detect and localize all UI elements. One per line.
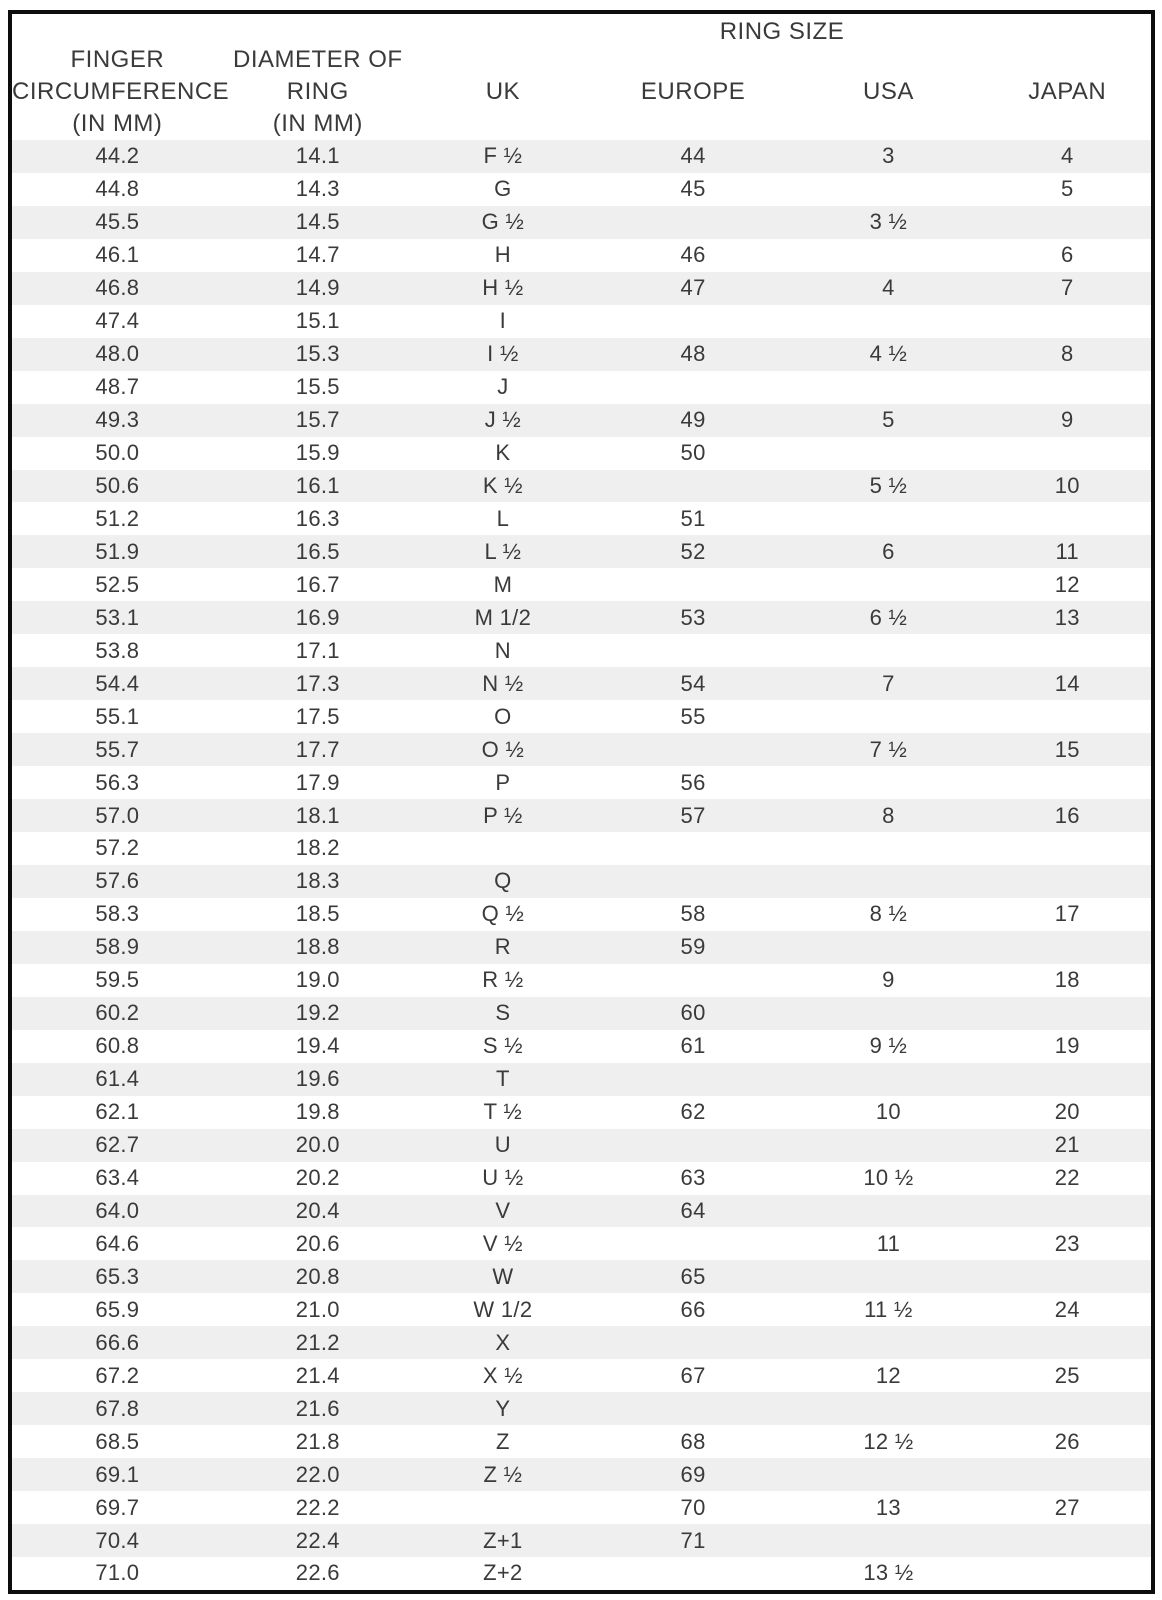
cell-uk: O (494, 703, 512, 729)
cell-usa: 11 (876, 1230, 901, 1256)
cell-usa: 10 ½ (863, 1165, 914, 1191)
cell-circumference: 50.0 (95, 440, 140, 466)
cell-usa: 5 (882, 407, 895, 433)
table-row (12, 173, 1151, 206)
cell-japan: 8 (1060, 341, 1074, 367)
cell-diameter: 19.2 (295, 1000, 340, 1026)
table-row (12, 140, 1151, 173)
table-row (12, 1227, 1151, 1260)
table-row (12, 1293, 1151, 1326)
cell-europe: 53 (680, 604, 706, 630)
cell-circumference: 71.0 (95, 1560, 140, 1586)
cell-circumference: 58.3 (95, 901, 140, 927)
cell-diameter: 17.1 (295, 637, 340, 663)
cell-europe: 63 (680, 1165, 706, 1191)
cell-japan: 20 (1054, 1099, 1080, 1125)
cell-circumference: 68.5 (95, 1428, 140, 1454)
cell-uk: G ½ (481, 209, 525, 235)
cell-diameter: 19.8 (295, 1099, 340, 1125)
cell-diameter: 19.4 (295, 1033, 340, 1059)
cell-usa: 12 (875, 1362, 901, 1388)
table-row (12, 437, 1151, 470)
cell-diameter: 17.3 (295, 670, 340, 696)
cell-uk: K (495, 440, 511, 466)
cell-europe: 45 (680, 176, 706, 202)
cell-diameter: 17.9 (295, 769, 340, 795)
table-row (12, 305, 1151, 338)
cell-europe: 46 (680, 242, 706, 268)
cell-uk: T (496, 1066, 510, 1092)
cell-circumference: 65.9 (95, 1296, 140, 1322)
cell-uk: N ½ (482, 670, 524, 696)
cell-europe: 68 (680, 1428, 706, 1454)
cell-circumference: 60.8 (95, 1033, 140, 1059)
table-row (12, 1392, 1151, 1425)
cell-usa: 10 (875, 1099, 901, 1125)
cell-uk: X ½ (482, 1362, 523, 1388)
table-row (12, 898, 1151, 931)
column-header-line: DIAMETER OF (233, 46, 403, 73)
column-header-usa (793, 44, 983, 140)
cell-uk: Q ½ (481, 901, 525, 927)
cell-japan: 25 (1054, 1362, 1080, 1388)
cell-europe: 49 (680, 407, 706, 433)
cell-uk: Z+2 (483, 1560, 523, 1586)
cell-diameter: 20.4 (295, 1197, 340, 1223)
cell-japan: 18 (1054, 967, 1080, 993)
cell-europe: 59 (680, 934, 706, 960)
table-row (12, 1524, 1151, 1557)
cell-circumference: 65.3 (95, 1263, 140, 1289)
cell-circumference: 46.1 (95, 242, 140, 268)
table-row (12, 832, 1151, 865)
cell-usa: 5 ½ (869, 473, 908, 498)
column-header-line: JAPAN (1028, 78, 1107, 105)
cell-uk: Z (496, 1428, 510, 1454)
cell-usa: 6 ½ (869, 604, 908, 630)
cell-uk: P ½ (483, 802, 523, 828)
column-header-diameter (223, 44, 413, 140)
cell-circumference: 56.3 (95, 769, 140, 795)
table-row (12, 272, 1151, 305)
cell-uk: S (495, 1000, 511, 1026)
cell-europe: 67 (680, 1362, 706, 1388)
table-row (12, 371, 1151, 404)
column-header-circumference (12, 44, 230, 140)
cell-circumference: 46.8 (95, 275, 140, 301)
cell-europe: 66 (680, 1296, 706, 1322)
cell-uk: O ½ (481, 736, 525, 762)
table-row (12, 338, 1151, 371)
cell-diameter: 15.5 (295, 374, 340, 400)
cell-usa: 11 ½ (864, 1296, 913, 1322)
ring-size-conversion-table (8, 10, 1155, 1594)
cell-circumference: 47.4 (95, 308, 140, 334)
cell-japan: 15 (1054, 736, 1080, 762)
table-row (12, 1030, 1151, 1063)
cell-europe: 60 (680, 1000, 706, 1026)
cell-circumference: 57.2 (95, 835, 140, 861)
cell-circumference: 62.1 (95, 1099, 140, 1125)
column-header-line: (IN MM) (72, 110, 163, 137)
cell-europe: 52 (680, 538, 706, 564)
cell-uk: F ½ (483, 143, 523, 169)
cell-diameter: 22.2 (295, 1494, 340, 1520)
cell-europe: 55 (680, 703, 706, 729)
cell-japan: 10 (1054, 473, 1080, 498)
cell-circumference: 66.6 (95, 1329, 140, 1355)
cell-europe: 57 (680, 802, 706, 828)
cell-uk: Q (494, 868, 512, 894)
table-header (12, 14, 1151, 140)
cell-diameter: 22.4 (295, 1527, 340, 1553)
table-row (12, 1096, 1151, 1129)
cell-diameter: 21.2 (295, 1329, 340, 1355)
cell-diameter: 18.8 (295, 934, 340, 960)
cell-japan: 9 (1060, 407, 1074, 433)
table-row (12, 1359, 1151, 1392)
cell-japan: 27 (1054, 1494, 1080, 1520)
table-row (12, 1326, 1151, 1359)
cell-europe: 71 (680, 1527, 706, 1553)
cell-circumference: 49.3 (95, 407, 140, 433)
column-header-line: EUROPE (640, 78, 746, 105)
cell-circumference: 67.2 (95, 1362, 140, 1388)
cell-circumference: 69.1 (95, 1461, 140, 1487)
cell-diameter: 14.5 (295, 209, 340, 235)
cell-diameter: 21.0 (295, 1296, 340, 1322)
cell-diameter: 16.3 (295, 505, 340, 531)
cell-japan: 6 (1060, 242, 1074, 268)
cell-diameter: 15.3 (295, 341, 340, 367)
table-row (12, 470, 1151, 503)
table-row (12, 865, 1151, 898)
cell-usa: 8 ½ (869, 901, 908, 927)
cell-usa: 9 ½ (869, 1033, 908, 1059)
cell-japan: 24 (1054, 1296, 1080, 1322)
table-row (12, 1491, 1151, 1524)
cell-uk: M 1/2 (474, 604, 532, 630)
column-header-line: FINGER (70, 46, 165, 73)
ring-size-title: RING SIZE (719, 18, 845, 45)
cell-europe: 56 (680, 769, 706, 795)
table-row (12, 1162, 1151, 1195)
cell-diameter: 14.3 (295, 176, 340, 202)
cell-diameter: 18.1 (295, 802, 340, 828)
cell-circumference: 67.8 (95, 1395, 140, 1421)
cell-uk: Y (495, 1395, 511, 1421)
cell-uk: K ½ (482, 473, 523, 498)
cell-uk: W (492, 1263, 514, 1289)
cell-uk: J (497, 374, 509, 400)
column-header-europe (593, 44, 793, 140)
cell-diameter: 15.1 (295, 308, 340, 334)
cell-uk: N (494, 637, 511, 663)
column-headers (12, 44, 1151, 140)
cell-circumference: 63.4 (95, 1165, 140, 1191)
table-row (12, 931, 1151, 964)
cell-circumference: 62.7 (95, 1132, 140, 1158)
cell-uk: R ½ (482, 967, 524, 993)
cell-usa: 13 (875, 1494, 901, 1520)
cell-japan: 17 (1054, 901, 1080, 927)
cell-circumference: 64.0 (95, 1197, 140, 1223)
column-header-line: USA (862, 78, 914, 105)
cell-usa: 12 ½ (863, 1428, 914, 1454)
table-row (12, 1063, 1151, 1096)
cell-diameter: 14.1 (295, 143, 340, 169)
cell-diameter: 21.4 (295, 1362, 340, 1388)
table-row (12, 239, 1151, 272)
cell-circumference: 58.9 (95, 934, 140, 960)
table-row (12, 404, 1151, 437)
cell-uk: V (495, 1197, 511, 1223)
cell-europe: 64 (680, 1197, 706, 1223)
cell-uk: L ½ (484, 538, 522, 564)
cell-circumference: 55.7 (95, 736, 140, 762)
cell-diameter: 20.6 (295, 1230, 340, 1256)
table-row (12, 1260, 1151, 1293)
cell-europe: 70 (680, 1494, 706, 1520)
table-row (12, 964, 1151, 997)
cell-uk: T ½ (483, 1099, 523, 1125)
table-row (12, 997, 1151, 1030)
cell-uk: S ½ (482, 1033, 523, 1059)
cell-japan: 12 (1054, 571, 1080, 597)
cell-diameter: 21.8 (295, 1428, 340, 1454)
table-row (12, 700, 1151, 733)
cell-diameter: 16.5 (295, 538, 340, 564)
table-row (12, 766, 1151, 799)
cell-circumference: 55.1 (95, 703, 140, 729)
table-row (12, 634, 1151, 667)
column-header-uk (413, 44, 593, 140)
cell-diameter: 18.3 (295, 868, 340, 894)
cell-diameter: 19.0 (295, 967, 340, 993)
table-row (12, 1425, 1151, 1458)
cell-circumference: 48.0 (95, 341, 140, 367)
cell-uk: Z+1 (483, 1527, 523, 1553)
cell-uk: U (494, 1132, 511, 1158)
cell-diameter: 22.6 (295, 1560, 340, 1586)
cell-diameter: 14.9 (295, 275, 340, 301)
cell-circumference: 44.8 (95, 176, 140, 202)
cell-circumference: 57.6 (95, 868, 140, 894)
cell-diameter: 20.0 (295, 1132, 340, 1158)
cell-japan: 5 (1060, 176, 1074, 202)
column-header-line: UK (485, 78, 521, 105)
cell-circumference: 59.5 (95, 967, 140, 993)
table-body (12, 140, 1151, 1590)
cell-europe: 61 (680, 1033, 706, 1059)
table-row (12, 1129, 1151, 1162)
cell-japan: 26 (1054, 1428, 1080, 1454)
cell-uk: I (499, 308, 507, 334)
cell-circumference: 44.2 (95, 143, 140, 169)
cell-uk: J ½ (484, 407, 522, 433)
cell-japan: 14 (1054, 670, 1080, 696)
cell-uk: U ½ (482, 1165, 524, 1191)
cell-diameter: 18.2 (295, 835, 340, 861)
table-row (12, 733, 1151, 766)
cell-diameter: 17.5 (295, 703, 340, 729)
cell-diameter: 18.5 (295, 901, 340, 927)
cell-europe: 50 (680, 440, 706, 466)
column-header-japan (984, 44, 1151, 140)
cell-circumference: 48.7 (95, 374, 140, 400)
cell-diameter: 16.9 (295, 604, 340, 630)
cell-diameter: 14.7 (295, 242, 340, 268)
cell-diameter: 15.9 (295, 440, 340, 466)
table-row (12, 502, 1151, 535)
cell-japan: 22 (1054, 1165, 1080, 1191)
cell-diameter: 20.8 (295, 1263, 340, 1289)
cell-europe: 48 (680, 341, 706, 367)
cell-europe: 69 (680, 1461, 706, 1487)
cell-uk: P (495, 769, 511, 795)
cell-circumference: 61.4 (95, 1066, 140, 1092)
cell-diameter: 21.6 (295, 1395, 340, 1421)
cell-uk: Z ½ (483, 1461, 523, 1487)
cell-europe: 62 (680, 1099, 706, 1125)
cell-usa: 8 (882, 802, 895, 828)
cell-circumference: 51.2 (95, 505, 140, 531)
cell-circumference: 60.2 (95, 1000, 140, 1026)
cell-europe: 58 (680, 901, 706, 927)
cell-diameter: 16.1 (295, 473, 340, 498)
cell-europe: 44 (680, 143, 706, 169)
cell-japan: 7 (1060, 275, 1074, 301)
cell-diameter: 17.7 (295, 736, 340, 762)
cell-circumference: 51.9 (95, 538, 140, 564)
cell-diameter: 19.6 (295, 1066, 340, 1092)
cell-europe: 65 (680, 1263, 706, 1289)
cell-uk: V ½ (482, 1230, 523, 1256)
cell-usa: 3 ½ (869, 209, 908, 235)
table-row (12, 206, 1151, 239)
table-row (12, 1195, 1151, 1228)
cell-usa: 13 ½ (863, 1560, 914, 1586)
cell-circumference: 64.6 (95, 1230, 140, 1256)
cell-circumference: 45.5 (95, 209, 140, 235)
cell-circumference: 70.4 (95, 1527, 140, 1553)
cell-usa: 6 (882, 538, 895, 564)
cell-usa: 3 (882, 143, 895, 169)
cell-circumference: 52.5 (95, 571, 140, 597)
cell-uk: L (496, 505, 510, 531)
cell-usa: 7 ½ (869, 736, 908, 762)
table-row (12, 1557, 1151, 1590)
column-header-line: RING (286, 78, 349, 105)
cell-circumference: 57.0 (95, 802, 140, 828)
cell-circumference: 53.1 (95, 604, 140, 630)
cell-japan: 11 (1055, 538, 1079, 564)
cell-europe: 51 (680, 505, 706, 531)
table-row (12, 535, 1151, 568)
cell-japan: 19 (1054, 1033, 1080, 1059)
cell-uk: H ½ (482, 275, 524, 301)
table-row (12, 799, 1151, 832)
cell-japan: 4 (1060, 143, 1074, 169)
column-header-line: CIRCUMFERENCE (12, 78, 230, 105)
cell-europe: 54 (680, 670, 706, 696)
cell-uk: H (494, 242, 511, 268)
cell-circumference: 53.8 (95, 637, 140, 663)
cell-uk: I ½ (487, 341, 519, 367)
cell-uk: R (494, 934, 511, 960)
cell-diameter: 20.2 (295, 1165, 340, 1191)
cell-japan: 13 (1054, 604, 1080, 630)
cell-europe: 47 (680, 275, 706, 301)
table-row (12, 601, 1151, 634)
table-row (12, 667, 1151, 700)
cell-diameter: 16.7 (295, 571, 340, 597)
cell-uk: W 1/2 (473, 1296, 533, 1322)
cell-uk: G (494, 176, 512, 202)
cell-uk: M (493, 571, 513, 597)
cell-usa: 4 ½ (869, 341, 908, 367)
cell-uk: X (495, 1329, 511, 1355)
cell-japan: 21 (1054, 1132, 1080, 1158)
table-row (12, 568, 1151, 601)
cell-usa: 9 (882, 967, 895, 993)
cell-japan: 16 (1054, 802, 1080, 828)
cell-diameter: 22.0 (295, 1461, 340, 1487)
cell-diameter: 15.7 (295, 407, 340, 433)
cell-usa: 4 (882, 275, 895, 301)
cell-circumference: 54.4 (95, 670, 140, 696)
cell-japan: 23 (1054, 1230, 1080, 1256)
cell-usa: 7 (882, 670, 895, 696)
column-header-line: (IN MM) (272, 110, 363, 137)
cell-circumference: 50.6 (95, 473, 140, 498)
cell-circumference: 69.7 (95, 1494, 140, 1520)
table-row (12, 1458, 1151, 1491)
